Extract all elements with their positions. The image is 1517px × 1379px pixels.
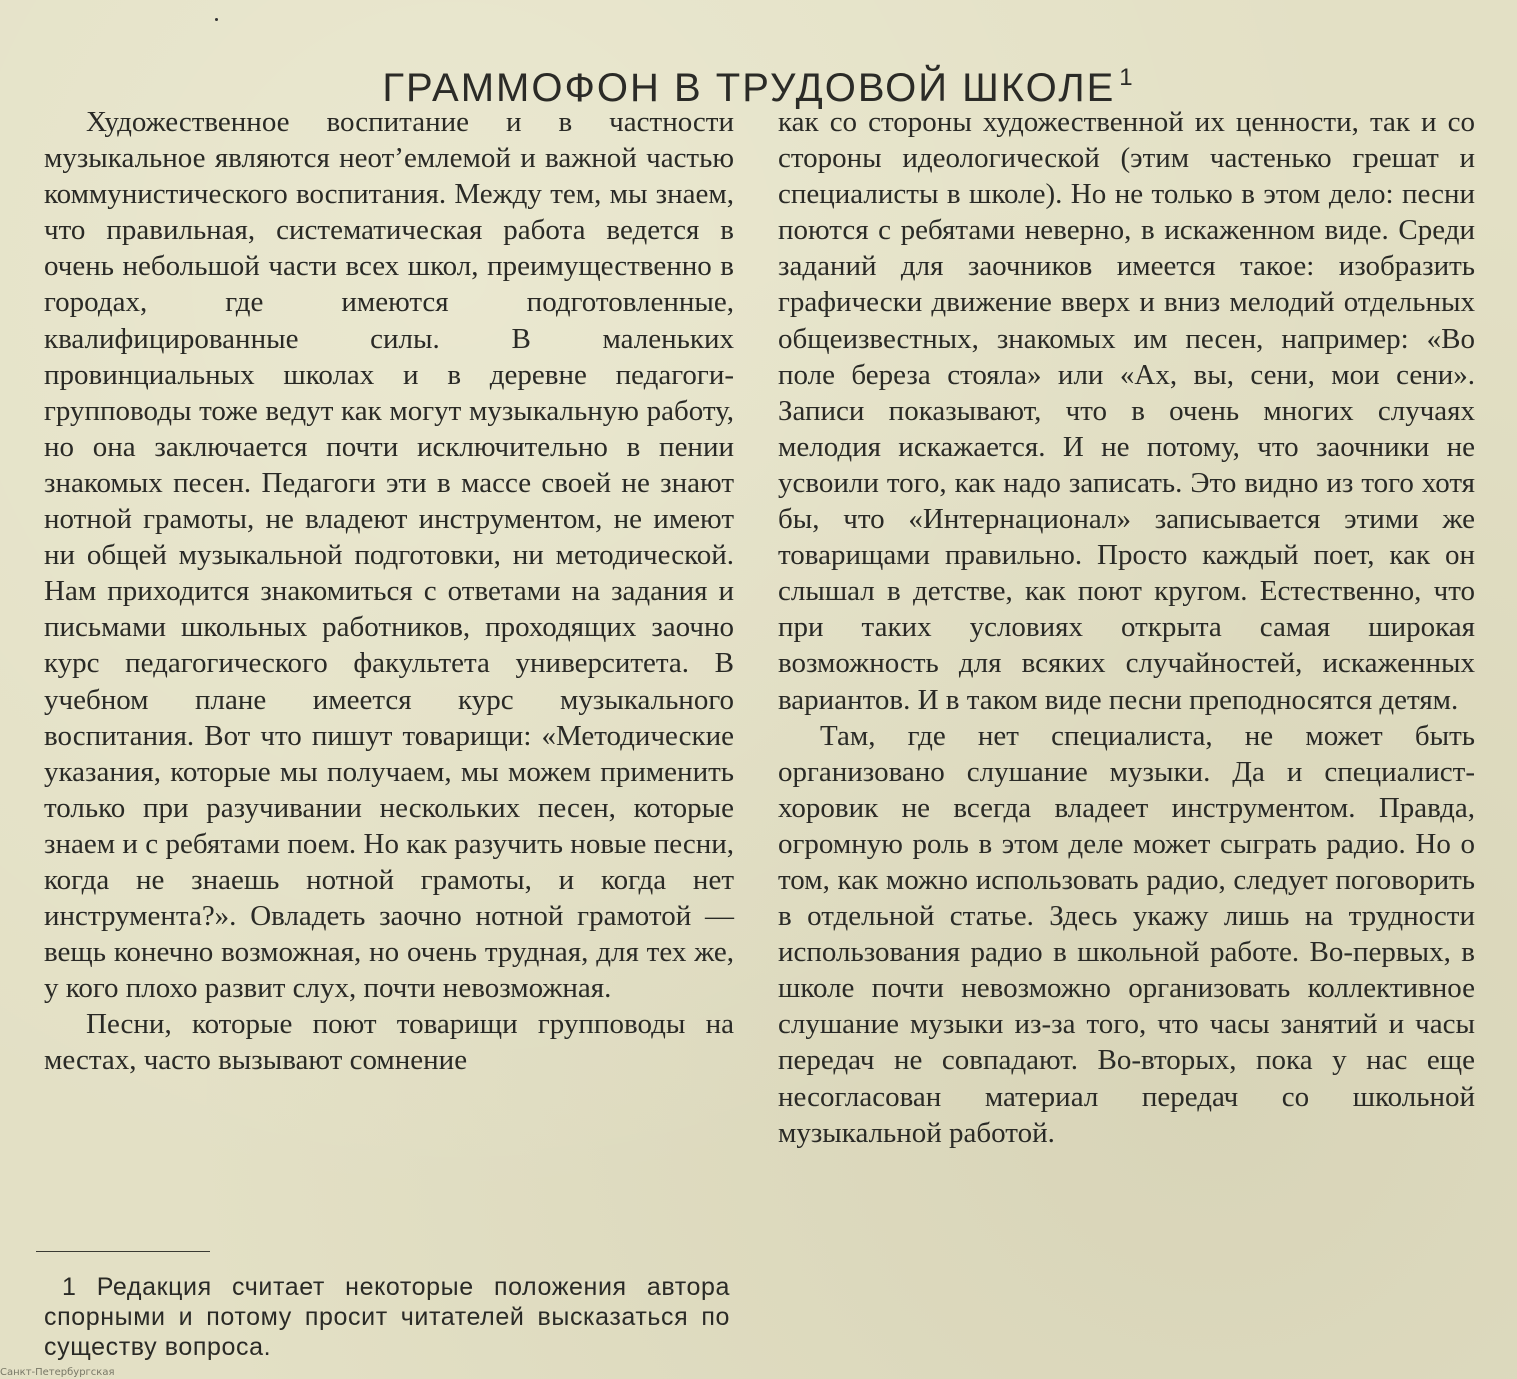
footnote-text: Редакция считает некоторые положения автора спорными и потому просит читателей высказаться по существу вопроса. [44,1273,731,1361]
right-column [778,104,1475,1151]
right-paragraph-2: Там, где нет специалиста, не может быть организовано слушание музыки. Да и специалист-хоровик не всегда владеет инструментом. Правда, огромную роль в этом деле может сыграть радио. Но о том, как можно использовать радио, следует поговорить в отдельной статье. Здесь укажу лишь на трудности использования радио в школьной работе. Во-первых, в школе почти невозможно организовать коллективное слушание музыки из-за того, что часы занятий и часы передач не совпадают. Во-вторых, пока у нас еще несогласован материал передач со школьной музыкальной работой. [778,719,1475,1149]
footnote-divider [36,1251,210,1252]
library-stamp: Санкт-Петербургская [0,1367,115,1378]
right-paragraph-1: как со стороны художественной их ценности, так и со стороны идеологической (этим частенько грешат и специалисты в школе). Но не только в этом дело: песни поются с ребятами неверно, в искаженном виде. Среди заданий для заочников имеется такое: изобразить графически движение вверх и вниз мелодий отдельных общеизвестных, знакомых им песен, например: «Во поле береза стояла» или «Ах, вы, сени, мои сени». Записи показывают, что в очень многих случаях мелодия искажается. И не потому, что заочники не усвоили того, как надо записать. Это видно из того хотя бы, что «Интернационал» записывается этими же товарищами правильно. Просто каждый поет, как он слышал в детстве, как поют кругом. Естественно, что при таких условиях открыта самая широкая возможность для всяких случайностей, искаженных вариантов. И в таком виде песни преподносятся детям. [778,106,1475,716]
footnote-mark: 1 [62,1273,77,1301]
scan-speck [215,18,218,21]
left-column [44,104,734,1079]
left-paragraph-1: Художественное воспитание и в частности музыкальное являются неот’емлемой и важной частью коммунистического воспитания. Между тем, мы знаем, что правильная, систематическая работа ведется в очень небольшой части всех школ, преимущественно в городах, где имеются подготовленные, квалифицированные силы. В маленьких провинциальных школах и в деревне педагоги-групповоды тоже ведут как могут музыкальную работу, но она заключается почти исключительно в пении знакомых песен. Педагоги эти в массе своей не знают нотной грамоты, не владеют инструментом, не имеют ни общей музыкальной подготовки, ни методической. Нам приходится знакомиться с ответами на задания и письмами школьных работников, проходящих заочно курс педагогического факультета университета. В учебном плане имеется курс музыкального воспитания. Вот что пишут товарищи: «Методические указания, которые мы получаем, мы можем применить только при разучивании нескольких песен, которые знаем и с ребятами поем. Но как разучить новые песни, когда не знаешь нотной грамоты, и когда нет инструмента?». Овладеть заочно нотной грамотой — вещь конечно возможная, но очень трудная, для тех же, у кого плохо развит слух, почти невозможная. [44,106,734,1005]
title-text: ГРАММОФОН В ТРУДОВОЙ ШКОЛЕ [382,65,1116,110]
title-footnote-mark: 1 [1119,63,1135,91]
footnote [44,1272,730,1362]
left-paragraph-2: Песни, которые поют товарищи групповоды на местах, часто вызывают сомнение [44,1008,734,1077]
